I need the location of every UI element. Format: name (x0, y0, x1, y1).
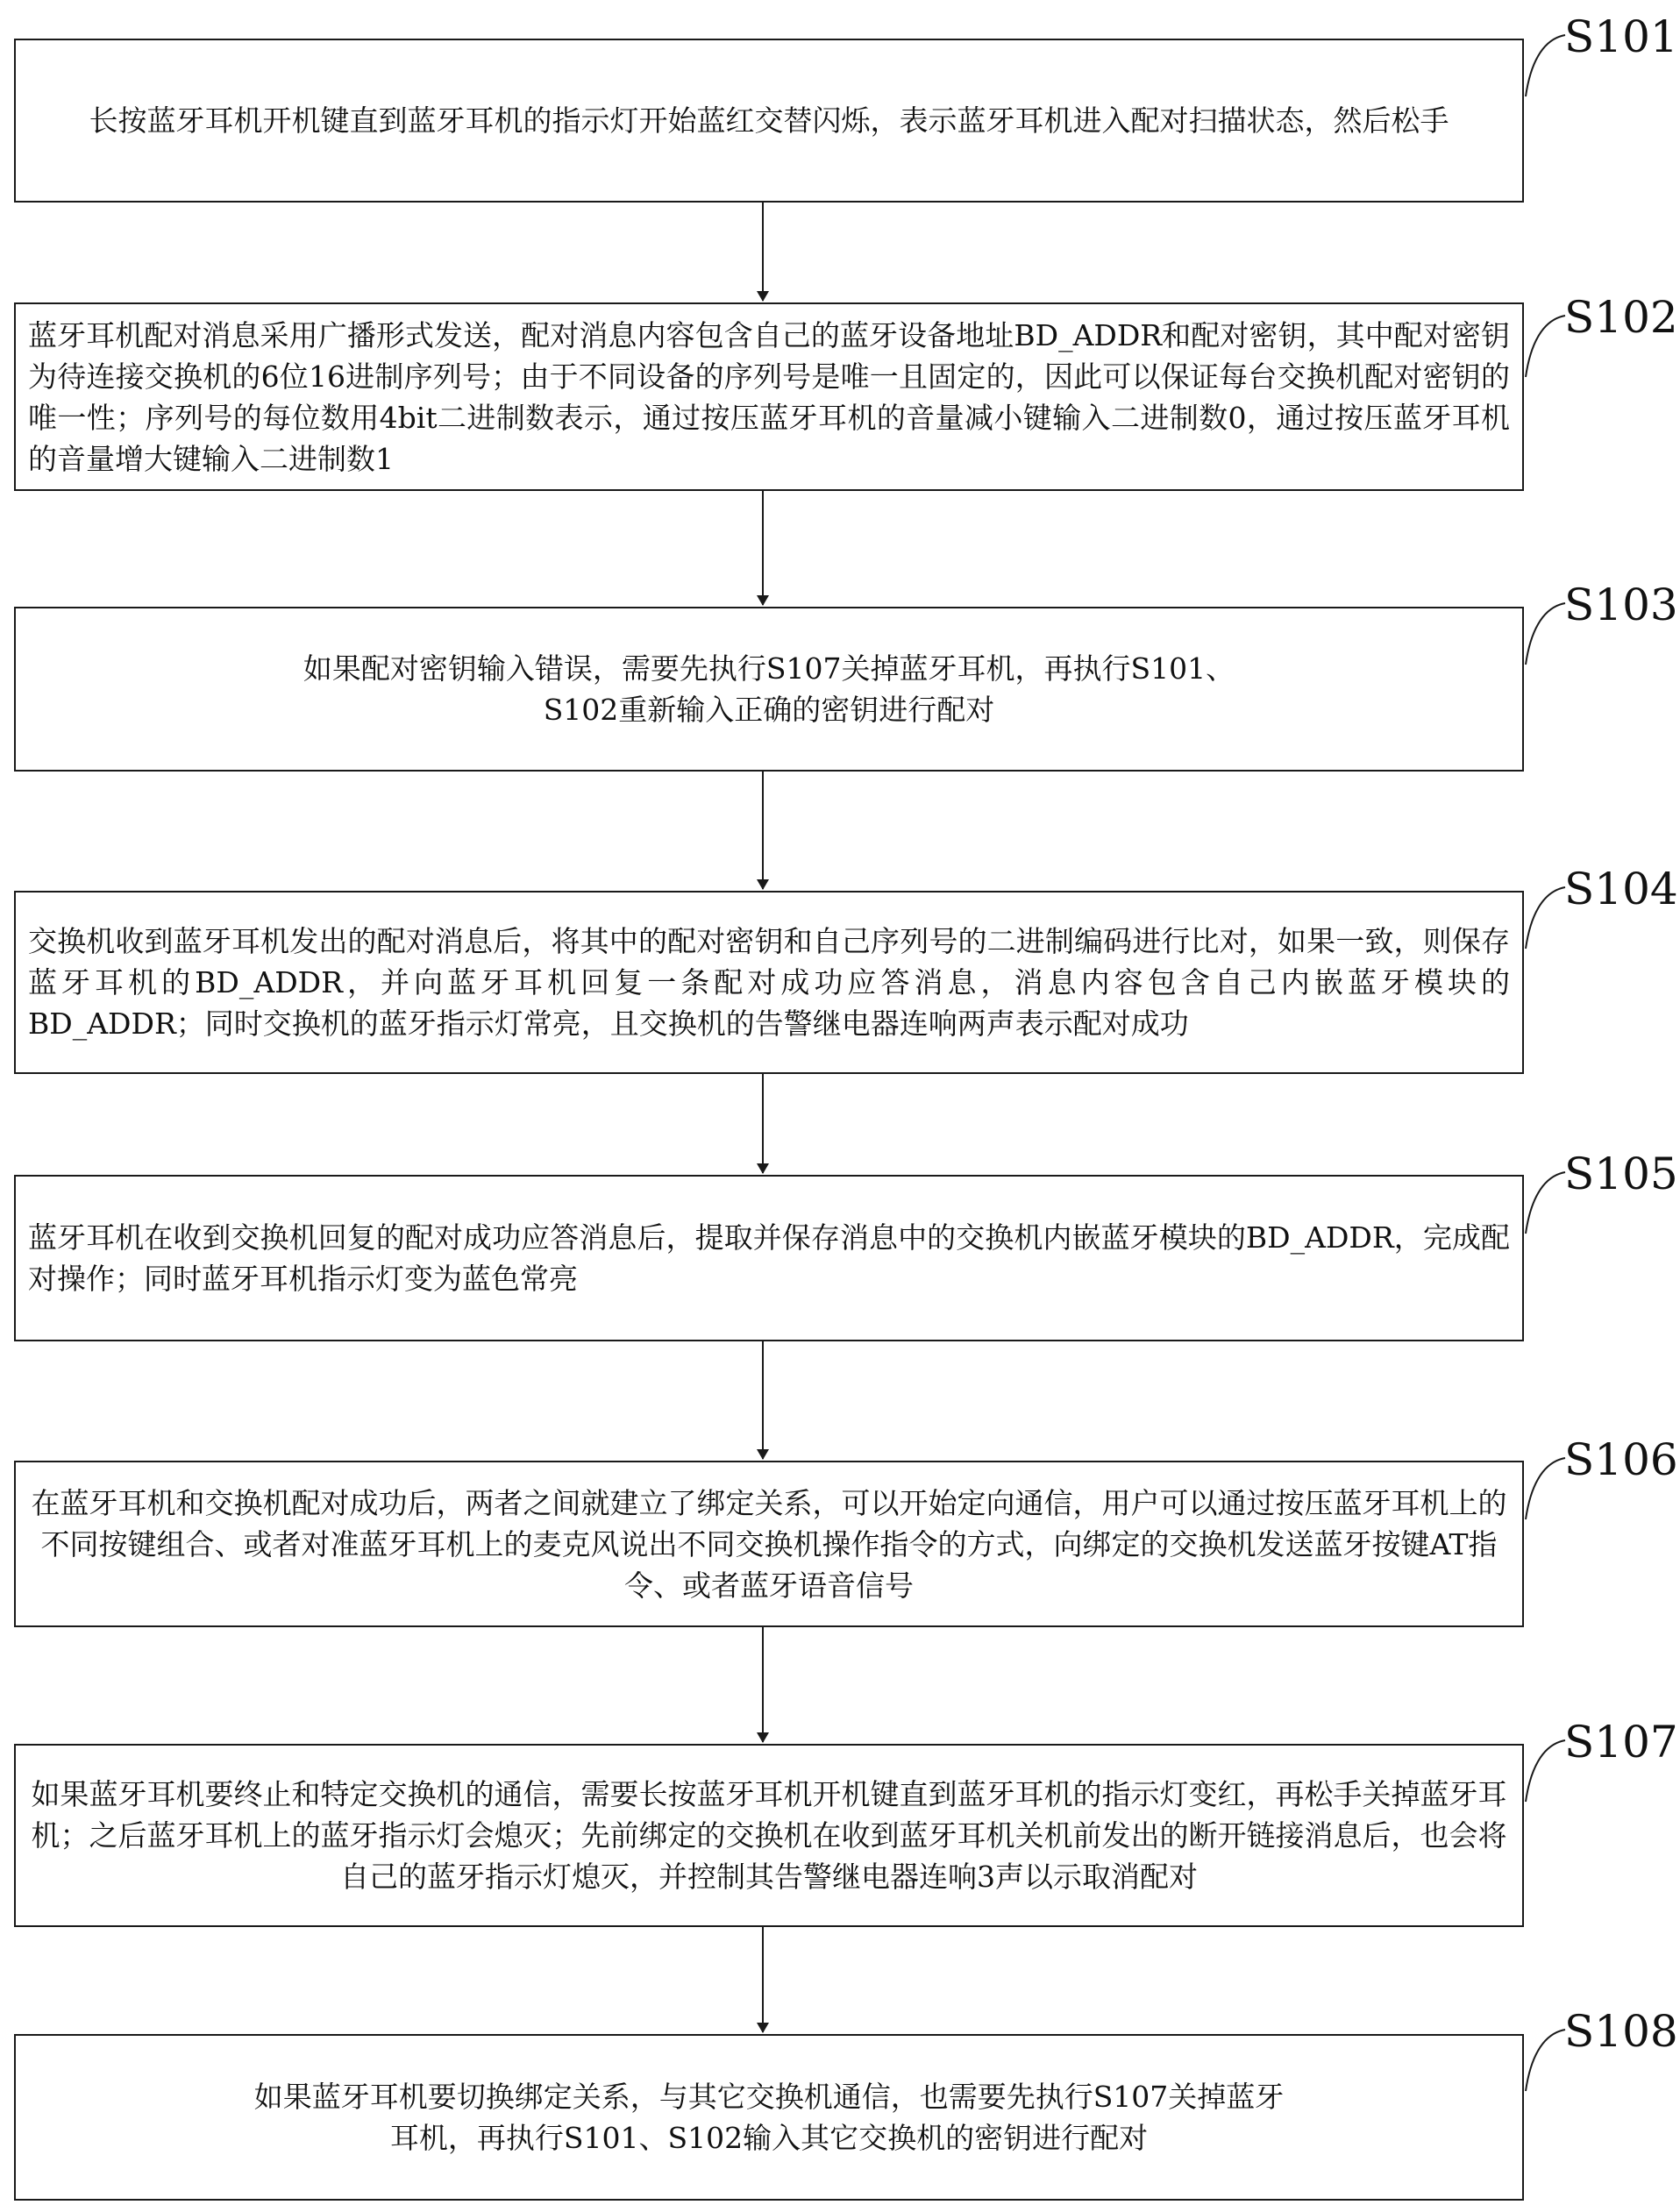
step-box-s103 (14, 607, 1524, 772)
leader-s108 (1526, 2030, 1565, 2091)
leader-s105 (1526, 1172, 1565, 1234)
step-box-s108 (14, 2034, 1524, 2201)
step-label-s102: S102 (1564, 292, 1678, 343)
step-box-s104 (14, 891, 1524, 1074)
step-text-s108: 如果蓝牙耳机要切换绑定关系，与其它交换机通信，也需要先执行S107关掉蓝牙耳机，再执行S101、S102输入其它交换机的密钥进行配对 (253, 2080, 1285, 2155)
leader-s101 (1526, 35, 1565, 96)
step-label-s101: S101 (1564, 11, 1678, 62)
step-box-s105 (14, 1175, 1524, 1341)
step-label-s108: S108 (1564, 2006, 1678, 2057)
step-box-s101 (14, 39, 1524, 203)
step-text-s103: 如果配对密钥输入错误，需要先执行S107关掉蓝牙耳机，再执行S101、S102重新输入正确的密钥进行配对 (303, 651, 1235, 727)
step-text-s107: 如果蓝牙耳机要终止和特定交换机的通信，需要长按蓝牙耳机开机键直到蓝牙耳机的指示灯变红，再松手关掉蓝牙耳机；之后蓝牙耳机上的蓝牙指示灯会熄灭；先前绑定的交换机在收到蓝牙耳机关机前发出的断开链接消息后，也会将自己的蓝牙指示灯熄灭，并控制其告警继电器连响3声以示取消配对 (31, 1777, 1507, 1894)
step-text-s101: 长按蓝牙耳机开机键直到蓝牙耳机的指示灯开始蓝红交替闪烁，表示蓝牙耳机进入配对扫描状态，然后松手 (89, 103, 1449, 138)
step-text-s104: 交换机收到蓝牙耳机发出的配对消息后，将其中的配对密钥和自己序列号的二进制编码进行比对，如果一致，则保存蓝牙耳机的BD_ADDR，并向蓝牙耳机回复一条配对成功应答消息，消息内容包含自己内嵌蓝牙模块的BD_ADDR；同时交换机的蓝牙指示灯常亮，且交换机的告警继电器连响两声表示配对成功 (28, 924, 1510, 1041)
step-label-s104: S104 (1564, 864, 1678, 914)
leader-s106 (1526, 1458, 1565, 1519)
leader-s102 (1526, 316, 1565, 377)
step-box-s102 (14, 302, 1524, 491)
leader-s104 (1526, 887, 1565, 949)
step-label-s103: S103 (1564, 580, 1678, 630)
step-box-s107 (14, 1744, 1524, 1927)
step-label-s106: S106 (1564, 1434, 1678, 1485)
step-label-s107: S107 (1564, 1717, 1678, 1767)
step-text-s106: 在蓝牙耳机和交换机配对成功后，两者之间就建立了绑定关系，可以开始定向通信，用户可以通过按压蓝牙耳机上的不同按键组合、或者对准蓝牙耳机上的麦克风说出不同交换机操作指令的方式，向绑定的交换机发送蓝牙按键AT指令、或者蓝牙语音信号 (31, 1485, 1507, 1603)
leader-s107 (1526, 1740, 1565, 1802)
leader-s103 (1526, 603, 1565, 665)
step-box-s106 (14, 1461, 1524, 1627)
step-text-s102: 蓝牙耳机配对消息采用广播形式发送，配对消息内容包含自己的蓝牙设备地址BD_ADDR和配对密钥，其中配对密钥为待连接交换机的6位16进制序列号；由于不同设备的序列号是唯一且固定的，因此可以保证每台交换机配对密钥的唯一性；序列号的每位数用4bit二进制数表示，通过按压蓝牙耳机的音量减小键输入二进制数0，通过按压蓝牙耳机的音量增大键输入二进制数1 (28, 317, 1510, 476)
step-label-s105: S105 (1564, 1149, 1678, 1199)
step-text-s105: 蓝牙耳机在收到交换机回复的配对成功应答消息后，提取并保存消息中的交换机内嵌蓝牙模块的BD_ADDR，完成配对操作；同时蓝牙耳机指示灯变为蓝色常亮 (28, 1220, 1510, 1296)
